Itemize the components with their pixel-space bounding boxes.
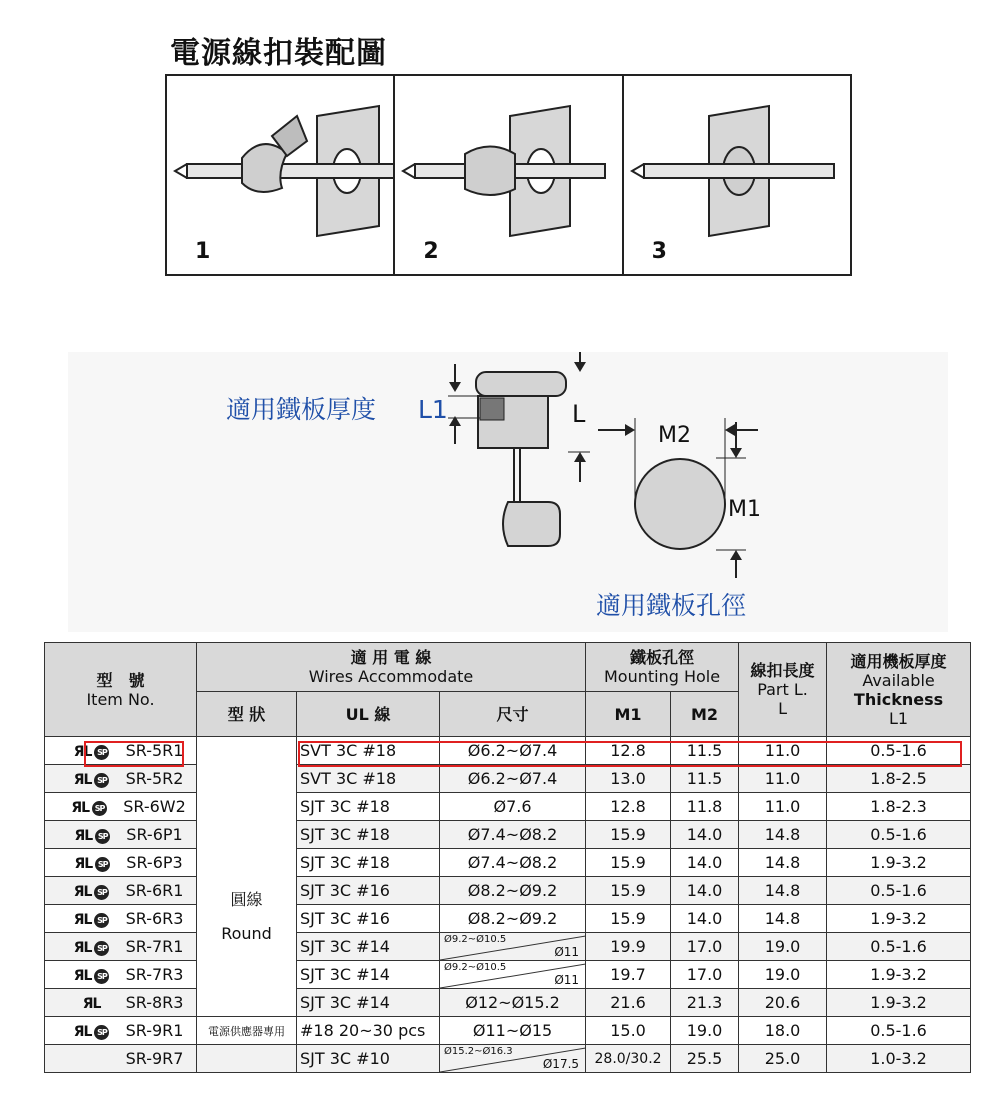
item-no: SR-6P1: [126, 825, 183, 844]
m2-cell: 11.8: [671, 793, 739, 821]
step-number: 1: [195, 239, 211, 264]
item-no-header: 型 號 Item No.: [45, 643, 197, 737]
l1-cell: 1.9-3.2: [827, 989, 971, 1017]
l-cell: 11.0: [739, 737, 827, 765]
highlight-row-box: [298, 741, 962, 767]
ul-wire-cell: #18 20~30 pcs: [297, 1017, 440, 1045]
m2-cell: 14.0: [671, 905, 739, 933]
certification-icons: [58, 968, 126, 984]
size-cell: [440, 933, 586, 961]
size-cell: Ø7.6: [440, 793, 586, 821]
l1-cell: 0.5-1.6: [827, 933, 971, 961]
l1-cell: 1.9-3.2: [827, 905, 971, 933]
ul-mark-icon: ЯL: [71, 800, 90, 816]
csa-mark-icon: SP: [94, 941, 109, 956]
shape-psu-cell: 電源供應器專用: [197, 1017, 297, 1045]
table-row: [45, 793, 971, 821]
dimension-diagram: [68, 352, 948, 632]
m2-label: M2: [658, 423, 691, 448]
m1-cell: 28.0/30.2: [586, 1045, 671, 1073]
certification-icons: [58, 856, 126, 872]
item-no: SR-5R2: [125, 769, 184, 788]
size-alt: Ø11: [554, 973, 580, 987]
m2-cell: 11.5: [671, 765, 739, 793]
m2-cell: 11.5: [671, 737, 739, 765]
ul-mark-icon: ЯL: [73, 912, 92, 928]
ul-mark-icon: ЯL: [73, 772, 92, 788]
m2-cell: 21.3: [671, 989, 739, 1017]
shape-round-cn: 圓線: [230, 889, 263, 909]
item-no-cell: [45, 793, 197, 821]
item-no-cell: [45, 933, 197, 961]
l-cell: 19.0: [739, 961, 827, 989]
l-cell: 14.8: [739, 821, 827, 849]
table-row: [45, 933, 971, 961]
table-row: [45, 821, 971, 849]
ul-mark-icon: ЯL: [73, 884, 92, 900]
thickness-label: 適用鐵板厚度: [226, 395, 377, 424]
wires-header: 適 用 電 線 Wires Accommodate: [197, 643, 586, 692]
size-alt: Ø17.5: [542, 1057, 580, 1071]
size-cell: [440, 961, 586, 989]
ul-mark-icon: ЯL: [73, 968, 92, 984]
m1-cell: 12.8: [586, 737, 671, 765]
item-no-cell: [45, 989, 197, 1017]
item-no: SR-8R3: [125, 993, 184, 1012]
hole-label: 適用鐵板孔徑: [596, 591, 747, 620]
ul-wire-cell: SVT 3C #18: [297, 765, 440, 793]
ul-wire-cell: SJT 3C #14: [297, 961, 440, 989]
table-row: [45, 877, 971, 905]
csa-mark-icon: SP: [94, 913, 109, 928]
m2-cell: 19.0: [671, 1017, 739, 1045]
ul-wire-cell: SJT 3C #18: [297, 821, 440, 849]
item-no: SR-9R1: [125, 1021, 184, 1040]
size-cell: Ø6.2~Ø7.4: [440, 765, 586, 793]
csa-mark-icon: SP: [94, 1025, 109, 1040]
item-no-cell: [45, 849, 197, 877]
certification-icons: [58, 940, 126, 956]
l-cell: 20.6: [739, 989, 827, 1017]
mounting-hole-header: 鐵板孔徑 Mounting Hole: [586, 643, 739, 692]
shape-empty-cell: [197, 1045, 297, 1073]
ul-mark-icon: ЯL: [74, 828, 93, 844]
m2-cell: 25.5: [671, 1045, 739, 1073]
assembly-step-2: [395, 76, 623, 274]
item-no: SR-6W2: [123, 797, 186, 816]
m2-cell: 14.0: [671, 849, 739, 877]
l-cell: 11.0: [739, 793, 827, 821]
ul-mark-icon: ЯL: [74, 856, 93, 872]
l1-cell: 1.8-2.3: [827, 793, 971, 821]
table-row: [45, 1017, 971, 1045]
size-range: Ø15.2~Ø16.3: [444, 1046, 513, 1057]
part-length-header: 線扣長度 Part L. L: [739, 643, 827, 737]
certification-icons: [58, 1024, 126, 1040]
l1-cell: 1.9-3.2: [827, 849, 971, 877]
l-cell: 18.0: [739, 1017, 827, 1045]
m1-cell: 13.0: [586, 765, 671, 793]
l1-cell: 1.0-3.2: [827, 1045, 971, 1073]
item-no-cell: [45, 765, 197, 793]
csa-mark-icon: SP: [94, 885, 109, 900]
m2-cell: 14.0: [671, 821, 739, 849]
ul-wire-cell: SJT 3C #14: [297, 933, 440, 961]
table-row: [45, 905, 971, 933]
table-row: [45, 961, 971, 989]
assembly-title: 電源線扣裝配圖: [170, 36, 387, 71]
ul-wire-cell: SJT 3C #14: [297, 989, 440, 1017]
m2-cell: 17.0: [671, 961, 739, 989]
item-no: SR-9R7: [125, 1049, 184, 1068]
csa-mark-icon: SP: [95, 829, 110, 844]
l-label: L: [572, 400, 586, 428]
size-alt: Ø11: [554, 945, 580, 959]
l1-cell: 1.8-2.5: [827, 765, 971, 793]
l1-cell: 0.5-1.6: [827, 1017, 971, 1045]
item-no-cell: [45, 877, 197, 905]
csa-mark-icon: SP: [94, 745, 109, 760]
m1-cell: 19.9: [586, 933, 671, 961]
size-cell: [440, 1045, 586, 1073]
l1-cell: 1.9-3.2: [827, 961, 971, 989]
step-number: 2: [423, 239, 439, 264]
ul-mark-icon: ЯL: [73, 744, 92, 760]
ul-mark-icon: ЯL: [82, 996, 101, 1012]
certification-icons: [55, 800, 123, 816]
size-cell: Ø7.4~Ø8.2: [440, 821, 586, 849]
certification-icons: [58, 912, 126, 928]
item-no-cell: [45, 905, 197, 933]
ul-mark-icon: ЯL: [73, 940, 92, 956]
csa-mark-icon: SP: [92, 801, 107, 816]
ul-header: UL 線: [297, 692, 440, 737]
thickness-header: 適用機板厚度 Available Thickness L1: [827, 643, 971, 737]
item-no: SR-5R1: [125, 741, 184, 760]
ul-wire-cell: SVT 3C #18: [297, 737, 440, 765]
item-no-cell: [45, 1017, 197, 1045]
l-cell: 14.8: [739, 849, 827, 877]
ul-wire-cell: SJT 3C #18: [297, 793, 440, 821]
l-cell: 14.8: [739, 905, 827, 933]
m1-cell: 15.0: [586, 1017, 671, 1045]
step-number: 3: [651, 239, 667, 264]
size-cell: Ø11~Ø15: [440, 1017, 586, 1045]
size-cell: Ø12~Ø15.2: [440, 989, 586, 1017]
certification-icons: [58, 772, 126, 788]
m2-header: M2: [671, 692, 739, 737]
certification-icons: [58, 884, 126, 900]
m1-label: M1: [728, 497, 761, 522]
certification-icons: [58, 996, 126, 1012]
m2-cell: 17.0: [671, 933, 739, 961]
item-no: SR-6P3: [126, 853, 183, 872]
table-row: [45, 849, 971, 877]
ul-mark-icon: ЯL: [73, 1024, 92, 1040]
table-row: [45, 765, 971, 793]
ul-wire-cell: SJT 3C #18: [297, 849, 440, 877]
l1-cell: 0.5-1.6: [827, 821, 971, 849]
assembly-step-3: [624, 76, 850, 274]
assembly-steps: [165, 74, 852, 276]
l-cell: 25.0: [739, 1045, 827, 1073]
assembly-step-1: [167, 76, 395, 274]
m1-cell: 15.9: [586, 849, 671, 877]
size-cell: Ø8.2~Ø9.2: [440, 905, 586, 933]
size-range: Ø9.2~Ø10.5: [444, 962, 507, 973]
l1-cell: 0.5-1.6: [827, 737, 971, 765]
csa-mark-icon: SP: [94, 773, 109, 788]
m2-cell: 14.0: [671, 877, 739, 905]
certification-icons: [58, 828, 126, 844]
m1-header: M1: [586, 692, 671, 737]
l-cell: 14.8: [739, 877, 827, 905]
l-cell: 19.0: [739, 933, 827, 961]
table-row: [45, 989, 971, 1017]
item-no: SR-7R1: [125, 937, 184, 956]
size-range: Ø9.2~Ø10.5: [444, 934, 507, 945]
ul-wire-cell: SJT 3C #16: [297, 877, 440, 905]
item-no: SR-6R3: [125, 909, 184, 928]
shape-round-cell: [197, 737, 297, 1017]
shape-round-en: Round: [221, 923, 272, 943]
spec-table-body: [45, 737, 971, 1073]
m1-cell: 15.9: [586, 905, 671, 933]
item-no-cell: [45, 961, 197, 989]
csa-mark-icon: SP: [94, 969, 109, 984]
size-cell: Ø8.2~Ø9.2: [440, 877, 586, 905]
ul-wire-cell: SJT 3C #16: [297, 905, 440, 933]
m1-cell: 15.9: [586, 877, 671, 905]
ul-wire-cell: SJT 3C #10: [297, 1045, 440, 1073]
l1-cell: 0.5-1.6: [827, 877, 971, 905]
dimension-drawing: [68, 352, 948, 632]
spec-table: [44, 642, 971, 1073]
size-cell: Ø7.4~Ø8.2: [440, 849, 586, 877]
m1-cell: 19.7: [586, 961, 671, 989]
highlight-item-box: [84, 741, 184, 767]
size-header: 尺寸: [440, 692, 586, 737]
item-no-cell: [45, 821, 197, 849]
table-row: [45, 1045, 971, 1073]
item-no: SR-6R1: [125, 881, 184, 900]
m1-cell: 21.6: [586, 989, 671, 1017]
size-cell: Ø6.2~Ø7.4: [440, 737, 586, 765]
m1-cell: 12.8: [586, 793, 671, 821]
m1-cell: 15.9: [586, 821, 671, 849]
csa-mark-icon: SP: [95, 857, 110, 872]
item-no: SR-7R3: [125, 965, 184, 984]
l1-label: L1: [418, 395, 448, 424]
shape-header: 型 狀: [197, 692, 297, 737]
item-no-cell: [45, 1045, 197, 1073]
l-cell: 11.0: [739, 765, 827, 793]
